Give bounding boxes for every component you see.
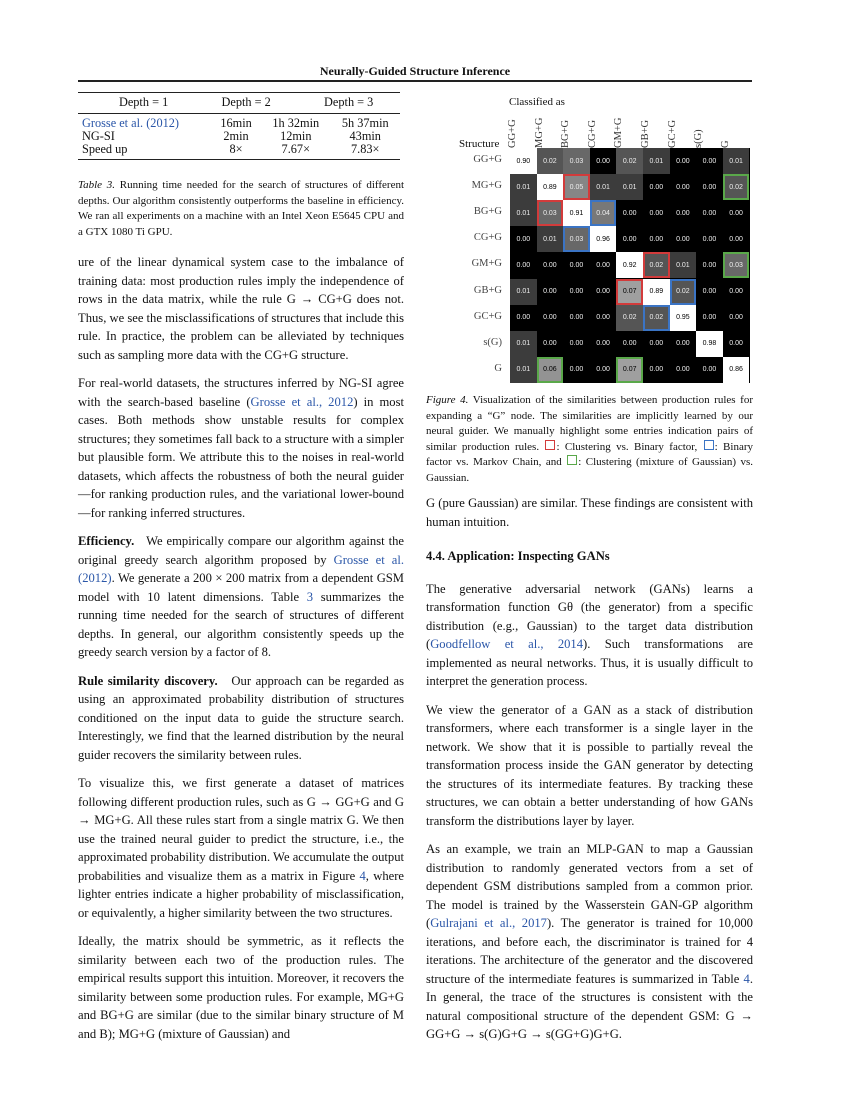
similarity-matrix — [510, 148, 750, 383]
column-label-text: G — [719, 140, 731, 148]
matrix-cell: 0.03 — [723, 252, 750, 278]
paragraph-heading: Efficiency. — [78, 534, 135, 548]
text: We empirically compare our algorithm against the original greedy search algorithm proposed by — [78, 534, 404, 567]
matrix-cell: 0.00 — [723, 200, 750, 226]
table-header-cell — [78, 93, 92, 113]
row-label: GC+G — [473, 310, 502, 322]
text: The generative adversarial network (GANs) learns a transformation function Gθ (the generator) from a specific distribution (e.g., Gaussian) to the target data distribution ( — [426, 581, 753, 651]
matrix-cell: 0.01 — [643, 148, 670, 174]
text: As an example, we train an MLP-GAN to map a Gaussian distribution to randomly generated vectors from a set of dependent GSM distributions sampled from a common prior. The model is trained by the Wasserstein GAN-GP algorithm ( — [426, 842, 753, 930]
right-column — [426, 393, 753, 1054]
text: Our approach can be regarded as using an approximated probability distribution of structures conditioned on the input data to guide the structure search. Interestingly, we find that the learned distribution by the neural guider recovers the similarity between rules. — [78, 673, 404, 762]
matrix-cell: 0.00 — [643, 174, 670, 200]
table-header-cell: Depth = 3 — [324, 95, 374, 109]
column-label-text: MG+G — [533, 117, 545, 148]
matrix-cell: 0.00 — [723, 331, 750, 357]
matrix-cell: 0.00 — [590, 357, 617, 383]
row-label: BG+G — [473, 206, 502, 218]
column-label-text: GB+G — [640, 119, 651, 148]
left-column — [78, 178, 404, 1053]
caption-label: Table 3. — [78, 179, 116, 191]
matrix-cell: 0.01 — [616, 174, 643, 200]
matrix-cell: 0.00 — [696, 357, 723, 383]
matrix-cell: 0.00 — [670, 357, 697, 383]
matrix-cell: 0.89 — [537, 174, 564, 200]
text: Visualization of the similarities between production rules for expanding a “G” node. The similarities are implicitly learned by our neural guider. We manually highlight some entries indication pairs of similar production rules. — [426, 394, 753, 453]
matrix-cell: 0.00 — [696, 226, 723, 252]
row-label: s(G) — [483, 336, 502, 348]
table-cell: 16min — [220, 116, 252, 130]
matrix-cell: 0.00 — [670, 331, 697, 357]
text: : Clustering vs. Binary factor, — [556, 440, 703, 453]
matrix-cell: 0.86 — [723, 357, 750, 383]
matrix-cell: 0.00 — [696, 305, 723, 331]
matrix-cell: 0.07 — [616, 357, 643, 383]
column-label-text: BG+G — [560, 119, 572, 148]
row-label: GM+G — [471, 258, 502, 270]
matrix-cell: 0.02 — [537, 148, 564, 174]
matrix-cell: 0.00 — [643, 331, 670, 357]
paragraph — [426, 580, 753, 691]
matrix-cell: 0.00 — [590, 252, 617, 278]
text: : Clustering (mixture of Gaussian) vs. Gaussian. — [426, 456, 753, 484]
paragraph: G (pure Gaussian) are similar. These findings are consistent with human intuition. — [426, 496, 753, 529]
row-label: MG+G — [471, 180, 502, 192]
matrix-cell: 0.03 — [563, 226, 590, 252]
matrix-cell: 0.00 — [643, 226, 670, 252]
matrix-cell: 0.01 — [670, 252, 697, 278]
table-bottom-rule — [78, 159, 400, 160]
matrix-cell: 0.01 — [590, 174, 617, 200]
matrix-cell: 0.00 — [563, 279, 590, 305]
matrix-cell: 0.00 — [616, 331, 643, 357]
paragraph — [426, 840, 753, 1044]
paragraph-heading: Rule similarity discovery. — [78, 673, 218, 688]
matrix-cell: 0.02 — [670, 279, 697, 305]
row-label: GG+G — [473, 154, 502, 165]
matrix-cell: 0.90 — [510, 148, 537, 174]
matrix-cell: 0.02 — [616, 148, 643, 174]
matrix-cell: 0.00 — [670, 226, 697, 252]
table-cell: 12min — [280, 129, 312, 143]
matrix-cell: 0.01 — [510, 279, 537, 305]
column-label — [613, 108, 642, 148]
table-ref-link[interactable]: 4 — [743, 971, 750, 986]
matrix-cell: 0.00 — [537, 305, 564, 331]
caption-label: Figure 4. — [426, 394, 469, 406]
matrix-cell: 0.00 — [643, 357, 670, 383]
red-square-icon — [545, 440, 555, 450]
row-label: GB+G — [473, 284, 502, 296]
matrix-cell: 0.00 — [563, 305, 590, 331]
matrix-cell: 0.06 — [537, 357, 564, 383]
matrix-cell: 0.00 — [643, 200, 670, 226]
citation-link[interactable]: Goodfellow et al., 2014 — [430, 637, 584, 651]
matrix-cell: 0.03 — [563, 148, 590, 174]
matrix-cell: 0.95 — [670, 305, 697, 331]
column-label — [533, 108, 563, 148]
section-heading: 4.4. Application: Inspecting GANs — [426, 549, 610, 563]
table-cell: 1h 32min — [272, 116, 320, 130]
matrix-cell: 0.00 — [510, 305, 537, 331]
matrix-cell: 0.00 — [696, 174, 723, 200]
table-3 — [78, 92, 400, 160]
table-row — [78, 143, 400, 156]
citation-link[interactable]: Gulrajani et al., 2017 — [430, 916, 547, 930]
figure-4-caption — [426, 393, 753, 486]
matrix-cell: 0.02 — [616, 305, 643, 331]
matrix-cell: 0.00 — [563, 357, 590, 383]
matrix-cell: 0.01 — [510, 174, 537, 200]
matrix-cell: 0.00 — [590, 331, 617, 357]
text: . In general, the trace of the structures is consistent with the natural compositional structure of the dependent GSM: G → GG+G → s(G)G+G → s(GG+G)G+G. — [426, 971, 753, 1041]
paragraph — [78, 532, 404, 662]
row-label: G — [494, 362, 502, 374]
matrix-cell: 0.00 — [590, 279, 617, 305]
figure-ref-link[interactable]: 4 — [359, 868, 366, 883]
paragraph: Ideally, the matrix should be symmetric, as it reflects the similarity between each two of the production rules. The empirical results support this intuition. Moreover, it recovers the similarity between some production rules. For example, MG+G and BG+G are similar (due to the similar binary structure of M and B); MG+G (mixture of Gaussian) and — [78, 934, 404, 1041]
text: ). The generator is trained for 10,000 iterations, and before each, the discriminator is trained for 4 iterations. The architecture of the generator and the discovered structure of the intermediate features is summarized in Table — [426, 916, 753, 986]
column-label-text: GM+G — [613, 117, 625, 148]
matrix-cell: 0.00 — [616, 226, 643, 252]
matrix-cell: 0.01 — [537, 226, 564, 252]
text: : Binary factor vs. Markov Chain, and — [426, 440, 753, 468]
table-header-cell: Depth = 2 — [221, 95, 271, 109]
matrix-cell: 0.96 — [590, 226, 617, 252]
matrix-cell: 0.92 — [616, 252, 643, 278]
table-cell: 2min — [223, 129, 249, 143]
column-label — [693, 108, 722, 148]
column-label-text: s(G) — [693, 129, 705, 148]
text: , where lighter entries indicate a higher probability of misclassification, or equivalently, a higher similarity between the two structures. — [78, 868, 404, 920]
matrix-cell: 0.00 — [590, 148, 617, 174]
matrix-cell: 0.91 — [563, 200, 590, 226]
column-label-text: CG+G — [586, 119, 598, 148]
paragraph: ure of the linear dynamical system case to the imbalance of training data: most production rules imply the independence of rows in the data matrix, while the rule G → CG+G does not. Thus, we see the misclassifications of structures that include this rule. In practice, the problem can be alleviated by techniques such as sampling more data with the CG+G structure. — [78, 255, 404, 362]
matrix-cell: 0.02 — [643, 252, 670, 278]
matrix-cell: 0.00 — [670, 200, 697, 226]
table-cell: 43min — [349, 129, 381, 143]
matrix-cell: 0.01 — [510, 200, 537, 226]
row-label: CG+G — [473, 232, 502, 244]
matrix-cell: 0.00 — [723, 279, 750, 305]
paragraph — [78, 774, 404, 922]
matrix-cell: 0.00 — [537, 279, 564, 305]
caption-text: Running time needed for the search of structures of different depths. Our algorithm consistently outperforms the baseline in efficiency. We ran all experiments on a machine with an Intel Xeon E5645 CPU and a GTX 1080 Ti GPU. — [78, 179, 405, 238]
matrix-cell: 0.00 — [590, 305, 617, 331]
paragraph — [78, 374, 404, 522]
matrix-cell: 0.00 — [510, 226, 537, 252]
matrix-cell: 0.00 — [537, 252, 564, 278]
running-head: Neurally-Guided Structure Inference — [319, 64, 511, 78]
table-cell: Speed up — [82, 142, 128, 156]
matrix-cell: 0.00 — [510, 252, 537, 278]
column-label-text: GG+G — [507, 119, 518, 148]
table-ref-link[interactable]: 3 — [306, 589, 314, 604]
matrix-cell: 0.00 — [670, 174, 697, 200]
table-cell: 5h 37min — [341, 116, 389, 130]
matrix-cell: 0.00 — [616, 200, 643, 226]
text: summarizes the running time needed for the search of structures of different depths. In general, our algorithm consistently speeds up the greedy search version by a factor of 8. — [78, 589, 404, 659]
matrix-cell: 0.00 — [696, 279, 723, 305]
citation-link[interactable]: Grosse et al. (2012) — [78, 552, 405, 585]
table-header-cell: Depth = 1 — [118, 95, 169, 109]
text: For real-world datasets, the structures inferred by NG-SI agree with the search-based baseline ( — [78, 376, 404, 409]
matrix-cell: 0.04 — [590, 200, 617, 226]
column-label — [560, 108, 589, 148]
matrix-cell: 0.00 — [723, 226, 750, 252]
column-label — [507, 108, 536, 148]
matrix-cell: 0.00 — [563, 252, 590, 278]
text: ) in most cases. Both methods show unstable results for complex structures; they sometimes fall back to a structure with a simpler but plausible form. We attribute this to the noises in real-world datasets, which affects the robustness of both the neural guider—for ranking production rules, and the variational lower-bound—for ranking inferred structures. — [78, 394, 404, 520]
column-label — [719, 108, 749, 148]
paragraph: We view the generator of a GAN as a stack of distribution transformers, where each transformer is a single layer in the network. We show that it is possible to partially reveal the transformation process inside the GAN generator by detecting the structures of its intermediate features. By tracking these structures, we can obtain a better understanding of how GANs transform the distributions layer by layer. — [426, 702, 753, 828]
matrix-cell: 0.00 — [723, 305, 750, 331]
figure-axis-label-top: Classified as — [509, 96, 565, 108]
matrix-cell: 0.00 — [563, 331, 590, 357]
table-mid-rule — [78, 113, 400, 114]
table-cell: NG-SI — [82, 129, 115, 143]
matrix-cell: 0.00 — [670, 148, 697, 174]
matrix-cell: 0.00 — [696, 252, 723, 278]
paragraph — [78, 672, 404, 765]
matrix-cell: 0.00 — [696, 200, 723, 226]
matrix-cell: 0.02 — [723, 174, 750, 200]
matrix-cell: 0.02 — [643, 305, 670, 331]
matrix-cell: 0.05 — [563, 174, 590, 200]
text: To visualize this, we first generate a dataset of matrices following different production rules, such as G → GG+G and G → MG+G. All these rules start from a single matrix G. We then use the trained neural guider to predict the structure, i.e., the approximated probability distribution. We accumulate the output probabilities and visualize them as a matrix in Figure — [78, 776, 404, 883]
matrix-cell: 0.01 — [510, 357, 537, 383]
table-cell: 7.67× — [281, 142, 311, 156]
matrix-cell: 0.01 — [723, 148, 750, 174]
column-label — [586, 108, 616, 148]
table-3-caption — [78, 178, 404, 240]
matrix-cell: 0.03 — [537, 200, 564, 226]
column-label-text: GC+G — [666, 119, 678, 148]
column-label — [666, 108, 696, 148]
column-label — [640, 108, 669, 148]
matrix-cell: 0.89 — [643, 279, 670, 305]
blue-square-icon — [704, 440, 714, 450]
matrix-cell: 0.00 — [537, 331, 564, 357]
matrix-cell: 0.98 — [696, 331, 723, 357]
text: ). Such transformations are implemented as neural networks. Thus, it is usually difficult to interpret the generation process. — [426, 637, 753, 688]
table-cell: 7.83× — [351, 142, 380, 156]
table-cell[interactable]: Grosse et al. (2012) — [82, 116, 179, 130]
citation-link[interactable]: Grosse et al., 2012 — [250, 394, 354, 409]
figure-axis-label-left: Structure — [459, 138, 500, 150]
matrix-cell: 0.01 — [510, 331, 537, 357]
text: . We generate a 200 × 200 matrix from a dependent GSM model with 10 latent dimensions. Table — [78, 571, 404, 604]
matrix-cell: 0.07 — [616, 279, 643, 305]
green-square-icon — [567, 455, 577, 465]
header-rule — [78, 80, 752, 82]
table-cell: 8× — [229, 142, 243, 156]
matrix-cell: 0.00 — [696, 148, 723, 174]
